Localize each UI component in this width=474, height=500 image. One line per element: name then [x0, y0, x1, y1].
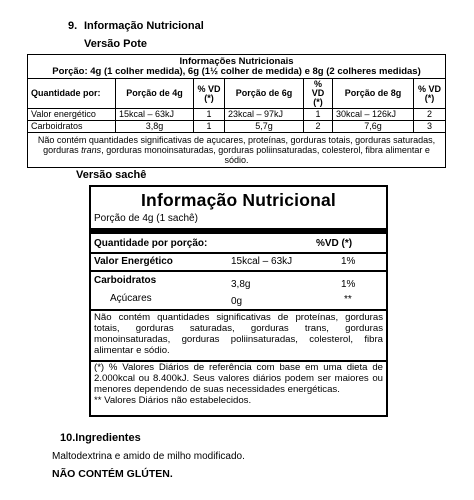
pote-subtitle: Versão Pote: [84, 38, 147, 50]
table-cell: 15kcal – 63kJ: [116, 109, 194, 121]
ingredients-text: Maltodextrina e amido de milho modificado.: [52, 451, 245, 462]
divider: [91, 252, 386, 254]
qty-header: Quantidade por porção:: [94, 238, 208, 249]
row-label: Açúcares: [110, 293, 152, 304]
row-amount: 0g: [231, 296, 243, 307]
pote-note: [28, 133, 446, 168]
row-vd: **: [344, 294, 352, 305]
note-text: , gorduras monoinsaturadas, gorduras poliinsaturadas, colesterol, fibra alimentar e sódio.: [101, 145, 430, 165]
table-cell: 1: [304, 109, 333, 121]
row-amount: 3,8g: [231, 279, 251, 290]
gluten-notice: NÃO CONTÉM GLÚTEN.: [52, 468, 173, 480]
header-cell: % VD (*): [304, 79, 333, 109]
sache-note-3: ** Valores Diários não estabelecidos.: [94, 395, 252, 406]
header-cell: Porção de 6g: [225, 79, 304, 109]
divider: [91, 309, 386, 311]
vd-header: %VD (*): [316, 238, 353, 249]
table-cell: Valor energético: [28, 109, 116, 121]
thick-divider: [91, 228, 386, 234]
header-cell: Quantidade por:: [28, 79, 116, 109]
table-cell: 1: [194, 121, 225, 133]
sache-portion: Porção de 4g (1 sachê): [94, 213, 198, 224]
table-cell: 5,7g: [225, 121, 304, 133]
table-cell: 3: [414, 121, 446, 133]
note-text: Não contém quantidades significativas de açucares, proteínas, gorduras totais, gorduras saturadas, gorduras: [37, 135, 436, 155]
table-header-row: [28, 79, 446, 109]
pote-table-title: Informações Nutricionais: [179, 56, 294, 67]
sache-nutrition-table: [89, 185, 388, 417]
row-label: Carboidratos: [94, 275, 157, 286]
header-cell: Porção de 8g: [333, 79, 414, 109]
table-cell: 23kcal – 97kJ: [225, 109, 304, 121]
table-cell: 2: [304, 121, 333, 133]
row-vd: 1%: [341, 279, 356, 290]
table-cell: 30kcal – 126kJ: [333, 109, 414, 121]
section-title: Ingredientes: [75, 432, 141, 444]
table-cell: 2: [414, 109, 446, 121]
sache-table-title: Informação Nutricional: [141, 190, 336, 210]
section-number: 10.: [60, 432, 76, 444]
table-row: [28, 109, 446, 121]
table-cell: Carboidratos: [28, 121, 116, 133]
row-amount: 15kcal – 63kJ: [231, 256, 293, 267]
table-cell: 7,6g: [333, 121, 414, 133]
table-title-cell: [28, 55, 446, 79]
pote-nutrition-table: [27, 54, 446, 168]
section-9-heading: [68, 20, 204, 32]
table-title-row: [28, 55, 446, 79]
divider: [91, 270, 386, 272]
sache-note-2: (*) % Valores Diários de referência com base em uma dieta de 2.000kcal ou 8.400kJ. Seus valores diários podem ser maiores ou menores dependendo de suas necessidades energéticas.: [94, 362, 383, 395]
pote-portion-line: Porção: 4g (1 colher medida), 6g (1½ colher de medida) e 8g (2 colheres medidas): [52, 66, 421, 77]
header-cell: % VD (*): [194, 79, 225, 109]
section-title: Informação Nutricional: [84, 20, 204, 32]
header-cell: % VD (*): [414, 79, 446, 109]
row-vd: 1%: [341, 256, 356, 267]
sache-note-1: Não contém quantidades significativas de proteínas, gorduras totais, gorduras saturadas, gorduras trans, gorduras monoinsaturadas, gorduras poliinsaturadas, colesterol, fibra alimentar e sódio.: [94, 312, 383, 356]
table-note-row: [28, 133, 446, 168]
table-row: [28, 121, 446, 133]
row-label: Valor Energético: [94, 256, 173, 267]
note-italic-text: trans: [81, 145, 102, 155]
header-cell: Porção de 4g: [116, 79, 194, 109]
section-number: 9.: [68, 20, 78, 32]
section-10-heading: [60, 432, 141, 444]
table-cell: 3,8g: [116, 121, 194, 133]
sache-subtitle: Versão sachê: [76, 169, 147, 181]
table-cell: 1: [194, 109, 225, 121]
